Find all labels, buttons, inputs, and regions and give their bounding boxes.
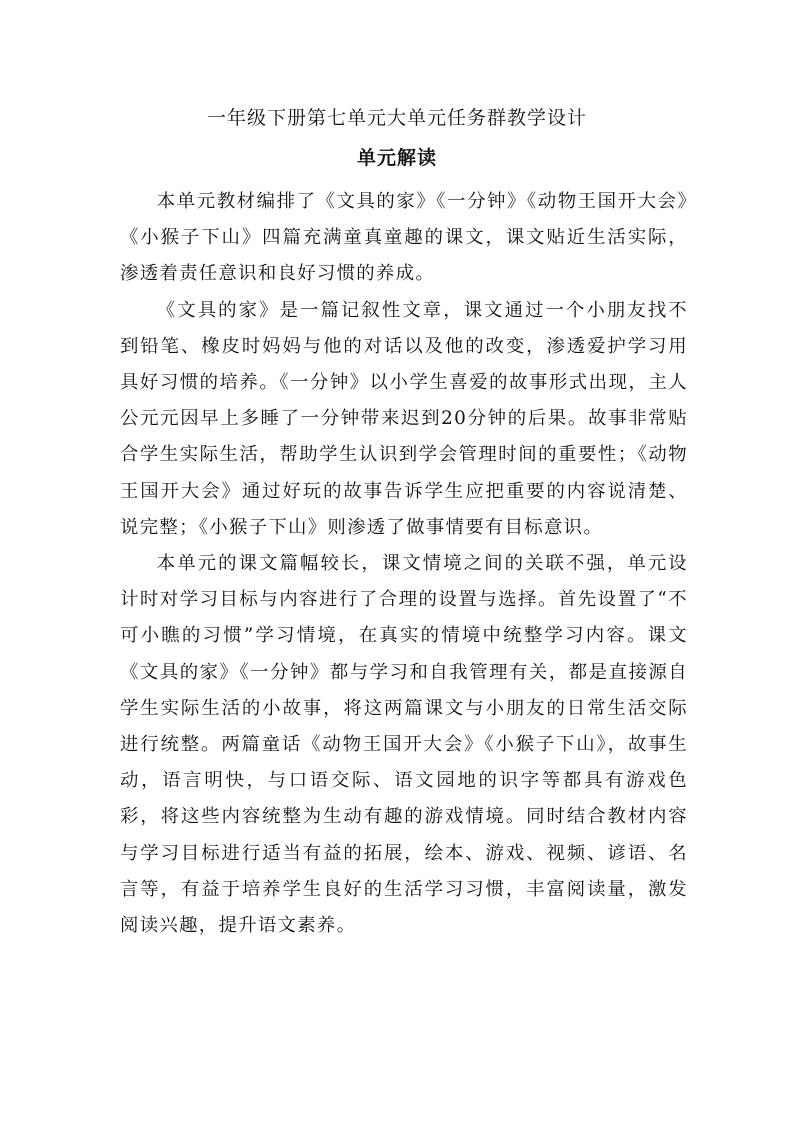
paragraph-lesson-summaries: 《文具的家》是一篇记叙性文章，课文通过一个小朋友找不到铅笔、橡皮时妈妈与他的对话以及他的改变，渗透爱护学习用具好习惯的培养。《一分钟》以小学生喜爱的故事形式出现，主人公元元因早上多睡了一分钟带来迟到20分钟的后果。故事非常贴合学生实际生活，帮助学生认识到学会管理时间的重要性；《动物王国开大会》通过好玩的故事告诉学生应把重要的内容说清楚、说完整；《小猴子下山》则渗透了做事情要有目标意识。	[120, 299, 688, 538]
paragraph-unit-overview: 本单元教材编排了《文具的家》《一分钟》《动物王国开大会》《小猴子下山》四篇充满童真童趣的课文，课文贴近生活实际，渗透着责任意识和良好习惯的养成。	[120, 191, 688, 285]
section-heading: 单元解读	[356, 147, 437, 169]
document-title: 一年级下册第七单元大单元任务群教学设计	[206, 107, 587, 129]
document-body	[120, 184, 688, 944]
paragraph-unit-design: 本单元的课文篇幅较长，课文情境之间的关联不强，单元设计时对学习目标与内容进行了合理的设置与选择。首先设置了“不可小瞧的习惯”学习情境，在真实的情境中统整学习内容。课文《文具的家》《一分钟》都与学习和自我管理有关，都是直接源自学生实际生活的小故事，将这两篇课文与小朋友的日常生活交际进行统整。两篇童话《动物王国开大会》《小猴子下山》，故事生动，语言明快，与口语交际、语文园地的识字等都具有游戏色彩，将这些内容统整为生动有趣的游戏情境。同时结合教材内容与学习目标进行适当有益的拓展，绘本、游戏、视频、谚语、名言等，有益于培养学生良好的生活学习习惯，丰富阅读量，激发阅读兴趣，提升语文素养。	[120, 553, 688, 937]
